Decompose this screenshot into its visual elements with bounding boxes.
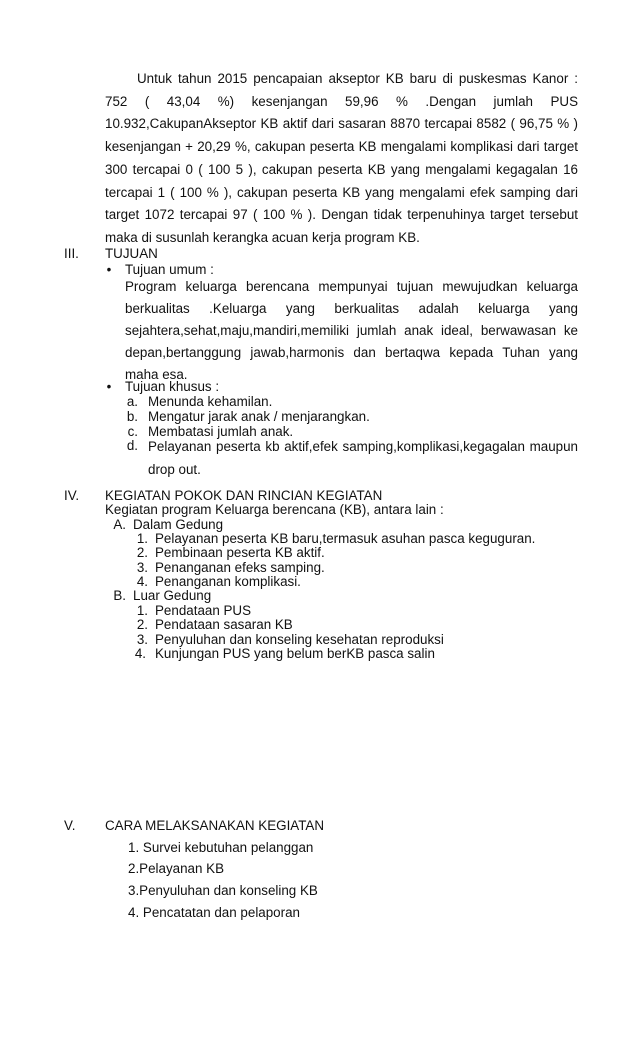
- section-5-title: CARA MELAKSANAKAN KEGIATAN: [105, 818, 325, 833]
- section-5-numeral: V.: [64, 818, 76, 833]
- tujuan-umum-label: Tujuan umum :: [125, 262, 214, 277]
- khusus-item-marker: b.: [126, 409, 138, 424]
- group-b-item-marker: 2.: [136, 617, 148, 632]
- group-b-item-marker: 3.: [136, 632, 148, 647]
- group-b-label: Luar Gedung: [133, 588, 212, 603]
- group-b-item: Pendataan sasaran KB: [155, 617, 293, 632]
- tujuan-umum-text: Program keluarga berencana mempunyai tujuan mewujudkan keluarga berkualitas .Keluarga yang berkualitas adalah keluarga yang sejahtera,sehat,maju,mandiri,memiliki jumlah anak ideal, berwawasan ke depan,bertanggung jawab,harmonis dan bertaqwa kepada Tuhan yang maha esa.: [125, 279, 578, 382]
- section-4-intro: Kegiatan program Keluarga berencana (KB), antara lain :: [105, 502, 444, 517]
- khusus-item: Pelayanan peserta kb aktif,efek samping,komplikasi,kegagalan maupun drop out.: [148, 439, 578, 477]
- intro-paragraph: Untuk tahun 2015 pencapaian akseptor KB baru di puskesmas Kanor : 752 ( 43,04 %) kesenjangan 59,96 % .Dengan jumlah PUS 10.932,CakupanAkseptor KB aktif dari sasaran 8870 tercapai 8582 ( 96,75 % ) kesenjangan + 20,29 %, cakupan peserta KB mengalami komplikasi dari target 300 tercapai 0 ( 100 5 ), cakupan peserta KB yang mengalami kegagalan 16 tercapai 1 ( 100 % ), cakupan peserta KB yang mengalami efek samping dari target 1072 tercapai 97 ( 100 % ). Dengan tidak terpenuhinya target tersebut maka di susunlah kerangka acuan kerja program KB.: [105, 71, 578, 245]
- cara-item: 2.Pelayanan KB: [128, 861, 225, 876]
- khusus-item: Mengatur jarak anak / menjarangkan.: [148, 409, 370, 424]
- group-b-item: Kunjungan PUS yang belum berKB pasca salin: [155, 646, 435, 661]
- group-a-item-marker: 4.: [136, 574, 148, 589]
- group-a-item-marker: 2.: [136, 545, 148, 560]
- group-a-item-marker: 1.: [136, 531, 148, 546]
- cara-item: 3.Penyuluhan dan konseling KB: [128, 883, 318, 898]
- cara-item: 4. Pencatatan dan pelaporan: [128, 905, 300, 920]
- section-3-numeral: III.: [64, 246, 79, 261]
- group-b-item-marker: 4.: [134, 646, 146, 661]
- group-a-label: Dalam Gedung: [133, 517, 224, 532]
- khusus-item-marker: d.: [126, 438, 138, 453]
- group-b-marker: B.: [113, 588, 126, 603]
- group-a-item: Penanganan efeks samping.: [155, 560, 325, 575]
- group-a-item-marker: 3.: [136, 560, 148, 575]
- group-a-item: Pembinaan peserta KB aktif.: [155, 545, 325, 560]
- group-b-item: Pendataan PUS: [155, 603, 252, 618]
- khusus-item-marker: a.: [126, 394, 138, 409]
- section-4-title: KEGIATAN POKOK DAN RINCIAN KEGIATAN: [105, 488, 383, 503]
- group-b-item: Penyuluhan dan konseling kesehatan reproduksi: [155, 632, 444, 647]
- group-a-item: Pelayanan peserta KB baru,termasuk asuhan pasca keguguran.: [155, 531, 536, 546]
- bullet-khusus: •: [106, 379, 112, 394]
- khusus-item: Menunda kehamilan.: [148, 394, 273, 409]
- section-3-title: TUJUAN: [105, 246, 158, 261]
- khusus-item: Membatasi jumlah anak.: [148, 424, 294, 439]
- cara-item: 1. Survei kebutuhan pelanggan: [128, 840, 314, 855]
- section-4-numeral: IV.: [64, 488, 80, 503]
- khusus-item-marker: c.: [127, 424, 138, 439]
- tujuan-khusus-label: Tujuan khusus :: [125, 379, 220, 394]
- group-a-marker: A.: [113, 517, 126, 532]
- group-a-item: Penanganan komplikasi.: [155, 574, 301, 589]
- bullet-umum: •: [106, 262, 112, 277]
- group-b-item-marker: 1.: [136, 603, 148, 618]
